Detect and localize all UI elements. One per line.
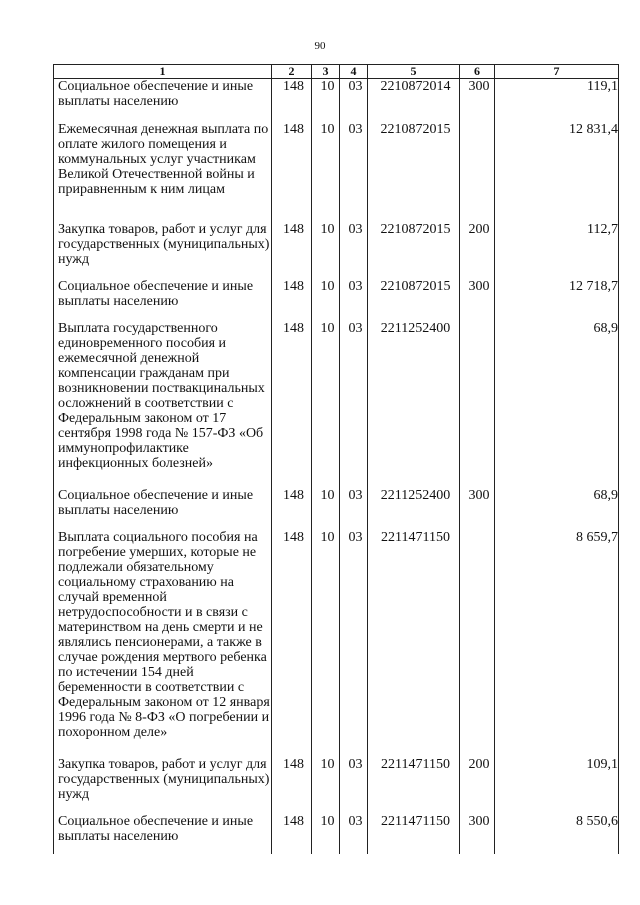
cell-target-article: 2211471150 xyxy=(368,814,460,854)
row-name: Ежемесячная денежная выплата по оплате жилого помещения и коммунальных услуг участникам Великой Отечественной войны и приравненным к ним лицам xyxy=(54,122,272,222)
column-header: 3 xyxy=(312,65,340,79)
cell-subsection: 03 xyxy=(340,79,368,123)
cell-section: 10 xyxy=(312,321,340,488)
table-row xyxy=(54,79,619,123)
cell-subsection: 03 xyxy=(340,757,368,814)
table-row xyxy=(54,321,619,488)
cell-section: 10 xyxy=(312,79,340,123)
cell-expense-type xyxy=(460,321,495,488)
cell-subsection: 03 xyxy=(340,814,368,854)
cell-subsection: 03 xyxy=(340,279,368,321)
row-name: Закупка товаров, работ и услуг для государственных (муниципальных) нужд xyxy=(54,757,272,814)
cell-expense-type xyxy=(460,122,495,222)
row-name: Выплата государственного единовременного пособия и ежемесячной денежной компенсации гражданам при возникновении поствакцинальных осложнений в соответствии с Федеральным законом от 17 сентября 1998 года № 157-ФЗ «Об иммунопрофилактике инфекционных болезней» xyxy=(54,321,272,488)
column-header: 1 xyxy=(54,65,272,79)
cell-amount: 68,9 xyxy=(495,488,619,530)
cell-section: 10 xyxy=(312,279,340,321)
cell-expense-type: 300 xyxy=(460,279,495,321)
table-row xyxy=(54,488,619,530)
cell-admin-code: 148 xyxy=(272,79,312,123)
table-row xyxy=(54,814,619,854)
cell-admin-code: 148 xyxy=(272,122,312,222)
cell-subsection: 03 xyxy=(340,488,368,530)
cell-admin-code: 148 xyxy=(272,321,312,488)
cell-amount: 112,7 xyxy=(495,222,619,279)
row-name: Закупка товаров, работ и услуг для государственных (муниципальных) нужд xyxy=(54,222,272,279)
table-row xyxy=(54,222,619,279)
cell-section: 10 xyxy=(312,122,340,222)
cell-amount: 8 659,7 xyxy=(495,530,619,757)
cell-amount: 12 718,7 xyxy=(495,279,619,321)
cell-target-article: 2210872015 xyxy=(368,122,460,222)
cell-amount: 119,1 xyxy=(495,79,619,123)
row-name: Социальное обеспечение и иные выплаты населению xyxy=(54,488,272,530)
cell-target-article: 2210872015 xyxy=(368,222,460,279)
cell-target-article: 2211471150 xyxy=(368,530,460,757)
cell-amount: 8 550,6 xyxy=(495,814,619,854)
cell-expense-type: 300 xyxy=(460,79,495,123)
page-number: 90 xyxy=(314,40,326,52)
cell-expense-type: 200 xyxy=(460,757,495,814)
table-row xyxy=(54,279,619,321)
column-header: 6 xyxy=(460,65,495,79)
cell-admin-code: 148 xyxy=(272,757,312,814)
row-name: Социальное обеспечение и иные выплаты населению xyxy=(54,814,272,854)
row-name: Социальное обеспечение и иные выплаты населению xyxy=(54,79,272,123)
cell-subsection: 03 xyxy=(340,122,368,222)
cell-subsection: 03 xyxy=(340,530,368,757)
cell-amount: 68,9 xyxy=(495,321,619,488)
row-name: Социальное обеспечение и иные выплаты населению xyxy=(54,279,272,321)
cell-admin-code: 148 xyxy=(272,530,312,757)
cell-section: 10 xyxy=(312,222,340,279)
cell-admin-code: 148 xyxy=(272,279,312,321)
cell-amount: 12 831,4 xyxy=(495,122,619,222)
cell-admin-code: 148 xyxy=(272,222,312,279)
cell-admin-code: 148 xyxy=(272,814,312,854)
table-row xyxy=(54,122,619,222)
cell-admin-code: 148 xyxy=(272,488,312,530)
column-header: 2 xyxy=(272,65,312,79)
cell-target-article: 2211471150 xyxy=(368,757,460,814)
cell-section: 10 xyxy=(312,757,340,814)
cell-section: 10 xyxy=(312,488,340,530)
cell-amount: 109,1 xyxy=(495,757,619,814)
table-row xyxy=(54,530,619,757)
cell-target-article: 2211252400 xyxy=(368,488,460,530)
cell-section: 10 xyxy=(312,530,340,757)
table-header-row xyxy=(54,65,619,79)
cell-section: 10 xyxy=(312,814,340,854)
cell-target-article: 2211252400 xyxy=(368,321,460,488)
cell-expense-type xyxy=(460,530,495,757)
cell-target-article: 2210872014 xyxy=(368,79,460,123)
column-header: 7 xyxy=(495,65,619,79)
cell-target-article: 2210872015 xyxy=(368,279,460,321)
row-name: Выплата социального пособия на погребение умерших, которые не подлежали обязательному социальному страхованию на случай временной нетрудоспособности и в связи с материнством на день смерти и не являлись пенсионерами, а также в случае рождения мертвого ребенка по истечении 154 дней беременности в соответствии с Федеральным законом от 12 января 1996 года № 8-ФЗ «О погребении и похоронном деле» xyxy=(54,530,272,757)
cell-subsection: 03 xyxy=(340,321,368,488)
cell-expense-type: 300 xyxy=(460,814,495,854)
column-header: 5 xyxy=(368,65,460,79)
table-row xyxy=(54,757,619,814)
cell-expense-type: 300 xyxy=(460,488,495,530)
cell-subsection: 03 xyxy=(340,222,368,279)
column-header: 4 xyxy=(340,65,368,79)
cell-expense-type: 200 xyxy=(460,222,495,279)
budget-table xyxy=(53,64,619,854)
